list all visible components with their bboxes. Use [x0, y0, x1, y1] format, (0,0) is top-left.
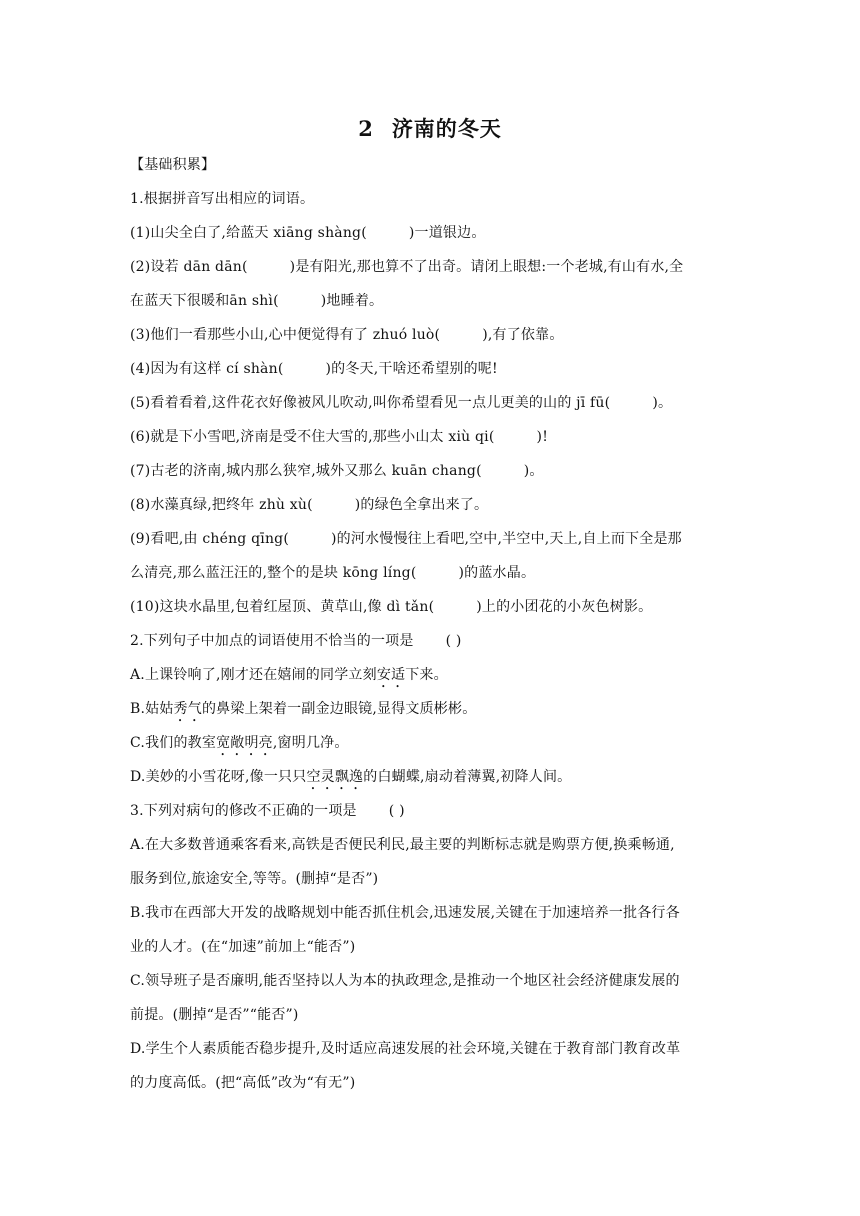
question-3-line: B.我市在西部大开发的战略规划中能否抓住机会,迅速发展,关键在于加速培养一批各行各 [130, 905, 680, 921]
question-1-item-9: (9)看吧,由 chéng qīng( )的河水慢慢往上看吧,空中,半空中,天上,自上而下全是那 [130, 531, 682, 547]
question-1-item-2-cont: 在蓝天下很暖和ān shì( )地睡着。 [130, 293, 384, 309]
question-2-option-a: A.上课铃响了,刚才还在嬉闹的同学立刻安适下来。 [130, 667, 448, 683]
question-3-line: 的力度高低。(把“高低”改为“有无”) [130, 1075, 356, 1091]
page-title [0, 113, 860, 143]
lesson-title: 济南的冬天 [391, 116, 502, 141]
lesson-number: 2 [358, 116, 374, 141]
question-1-item-8: (8)水藻真绿,把终年 zhù xù( )的绿色全拿出来了。 [130, 497, 489, 513]
question-2-option-d: D.美妙的小雪花呀,像一只只空灵飘逸的白蝴蝶,扇动着薄翼,初降人间。 [130, 769, 572, 785]
question-2-stem: 2.下列句子中加点的词语使用不恰当的一项是 ( ) [130, 633, 462, 649]
question-2-option-c: C.我们的教室宽敞明亮,窗明几净。 [130, 735, 349, 751]
question-1-stem: 1.根据拼音写出相应的词语。 [130, 191, 315, 207]
question-3-line: C.领导班子是否廉明,能否坚持以人为本的执政理念,是推动一个地区社会经济健康发展的 [130, 973, 680, 989]
question-3-stem: 3.下列对病句的修改不正确的一项是 ( ) [130, 803, 405, 819]
question-1-item-4: (4)因为有这样 cí shàn( )的冬天,干啥还希望别的呢! [130, 361, 498, 377]
dotted-word: 空灵飘逸 [306, 769, 364, 785]
question-2-option-b: B.姑姑秀气的鼻梁上架着一副金边眼镜,显得文质彬彬。 [130, 701, 477, 717]
question-1-item-10: (10)这块水晶里,包着红屋顶、黄草山,像 dì tǎn( )上的小团花的小灰色树影。 [130, 599, 653, 615]
question-3-line: 业的人才。(在“加速”前加上“能否”) [130, 939, 356, 955]
question-1-item-2: (2)设若 dān dān( )是有阳光,那也算不了出奇。请闭上眼想:一个老城,有山有水,全 [130, 259, 684, 275]
question-3-line: D.学生个人素质能否稳步提升,及时适应高速发展的社会环境,关键在于教育部门教育改革 [130, 1041, 681, 1057]
section-heading: 【基础积累】 [130, 157, 216, 173]
question-1-item-6: (6)就是下小雪吧,济南是受不住大雪的,那些小山太 xiù qi( )! [130, 429, 549, 445]
dotted-word: 秀气 [173, 701, 202, 717]
question-1-item-7: (7)古老的济南,城内那么狭窄,城外又那么 kuān chang( )。 [130, 463, 544, 479]
worksheet-content [130, 148, 730, 1100]
question-1-item-9-cont: 么清亮,那么蓝汪汪的,整个的是块 kōng líng( )的蓝水晶。 [130, 565, 536, 581]
answer-bracket: ( ) [445, 633, 462, 649]
question-1-item-5: (5)看着看着,这件花衣好像被风儿吹动,叫你希望看见一点儿更美的山的 jī fū( )。 [130, 395, 673, 411]
question-1-item-3: (3)他们一看那些小山,心中便觉得有了 zhuó luò( ),有了依靠。 [130, 327, 564, 343]
dotted-word: 宽敞明亮 [216, 735, 273, 751]
question-3-line: A.在大多数普通乘客看来,高铁是否便民利民,最主要的判断标志就是购票方便,换乘畅通, [130, 837, 675, 853]
question-3-line: 服务到位,旅途安全,等等。(删掉“是否”) [130, 871, 379, 887]
question-1-item-1: (1)山尖全白了,给蓝天 xiāng shàng( )一道银边。 [130, 225, 486, 241]
dotted-word: 安适 [376, 667, 406, 683]
answer-bracket: ( ) [388, 803, 405, 819]
question-3-line: 前提。(删掉“是否”“能否”) [130, 1007, 299, 1023]
